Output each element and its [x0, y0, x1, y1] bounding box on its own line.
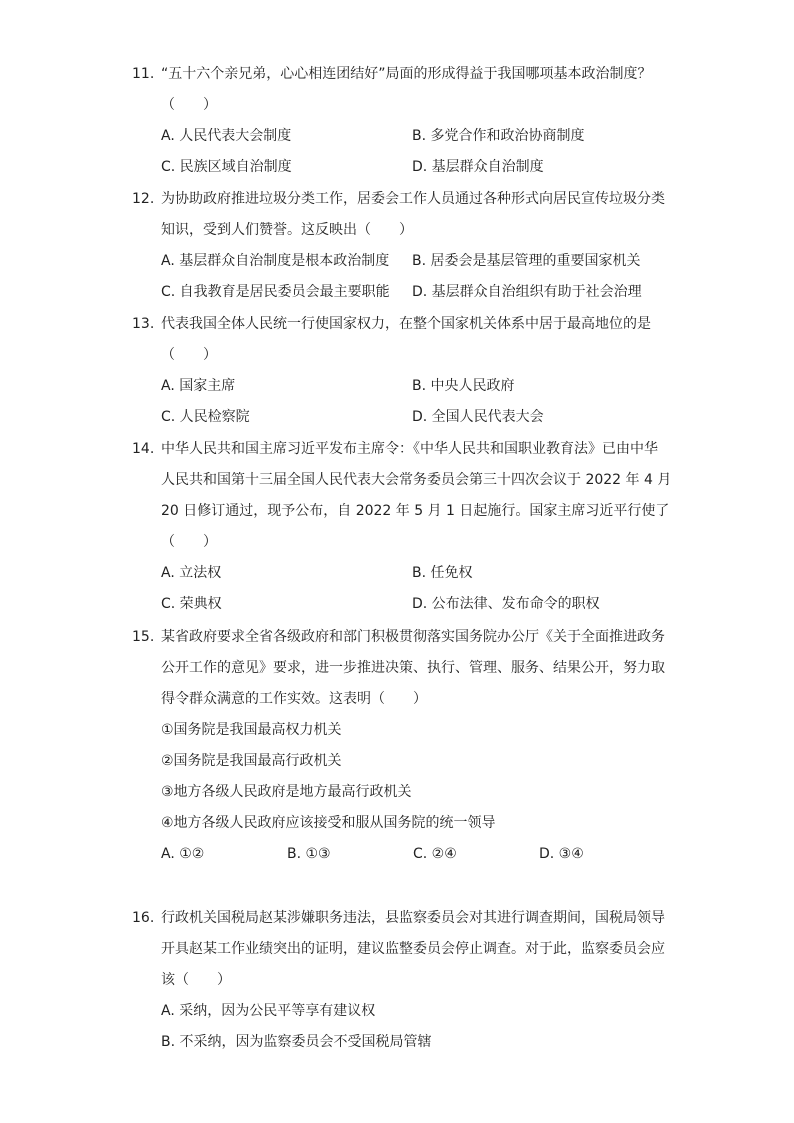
option-d: D. 公布法律、发布命令的职权 — [412, 596, 600, 612]
option-b: B. 中央人民政府 — [412, 378, 515, 394]
question-stem — [161, 622, 692, 839]
question-16 — [132, 903, 692, 1058]
option-row — [161, 246, 692, 277]
option-b: B. 居委会是基层管理的重要国家机关 — [412, 253, 641, 269]
option-b: B. 多党合作和政治协商制度 — [412, 128, 585, 144]
stem-line: 知识，受到人们赞誉。这反映出（ ） — [161, 222, 413, 238]
option-row — [161, 371, 692, 402]
question-15 — [132, 622, 692, 870]
question-stem — [161, 59, 692, 121]
question-number: 11. — [132, 66, 155, 82]
option-a: A. 立法权 — [161, 565, 222, 581]
stem-line: （ ） — [161, 97, 217, 113]
option-b: B. 任免权 — [412, 565, 473, 581]
stem-line: 得令群众满意的工作实效。这表明（ ） — [161, 691, 427, 707]
option-row — [161, 121, 692, 152]
question-number: 13. — [132, 316, 155, 332]
option-row — [161, 402, 692, 433]
question-stem — [161, 184, 692, 246]
option-a: A. ①② — [161, 846, 205, 862]
question-number: 14. — [132, 441, 155, 457]
question-12 — [132, 184, 692, 308]
stem-line: 公开工作的意见》要求，进一步推进决策、执行、管理、服务、结果公开，努力取 — [161, 660, 665, 676]
option-c: C. 自我教育是居民委员会最主要职能 — [161, 284, 390, 300]
statement-2: ②国务院是我国最高行政机关 — [161, 753, 342, 769]
option-d: D. 全国人民代表大会 — [412, 409, 544, 425]
option-a: A. 国家主席 — [161, 378, 236, 394]
question-13 — [132, 309, 692, 433]
question-number: 12. — [132, 191, 155, 207]
option-b: B. 不采纳，因为监察委员会不受国税局管辖 — [161, 1034, 432, 1050]
question-stem — [161, 434, 692, 558]
question-11 — [132, 59, 692, 183]
stem-line: 该（ ） — [161, 972, 231, 988]
option-a: A. 基层群众自治制度是根本政治制度 — [161, 253, 390, 269]
stem-line: 某省政府要求全省各级政府和部门积极贯彻落实国务院办公厅《关于全面推进政务 — [161, 629, 665, 645]
stem-line: 中华人民共和国主席习近平发布主席令：《中华人民共和国职业教育法》已由中华 — [161, 441, 658, 457]
option-a: A. 采纳，因为公民平等享有建议权 — [161, 1003, 376, 1019]
stem-line: “五十六个亲兄弟，心心相连团结好”局面的形成得益于我国哪项基本政治制度？ — [161, 66, 652, 82]
stem-line: 20 日修订通过，现予公布，自 2022 年 5 月 1 日起施行。国家主席习近平行使了 — [161, 503, 670, 519]
statement-3: ③地方各级人民政府是地方最高行政机关 — [161, 784, 412, 800]
option-c: C. 人民检察院 — [161, 409, 250, 425]
stem-line: 代表我国全体人民统一行使国家权力，在整个国家机关体系中居于最高地位的是 — [161, 316, 651, 332]
stem-line: （ ） — [161, 347, 217, 363]
question-stem — [161, 309, 692, 371]
question-14 — [132, 434, 692, 620]
option-d: D. ③④ — [539, 846, 584, 862]
stem-line: 人民共和国第十三届全国人民代表大会常务委员会第三十四次会议于 2022 年 4 月 — [161, 472, 672, 488]
option-row — [161, 152, 692, 183]
option-d: D. 基层群众自治组织有助于社会治理 — [412, 284, 642, 300]
stem-line: 为协助政府推进垃圾分类工作，居委会工作人员通过各种形式向居民宣传垃圾分类 — [161, 191, 665, 207]
option-row — [161, 277, 692, 308]
option-row — [161, 558, 692, 589]
option-c: C. ②④ — [413, 846, 457, 862]
option-c: C. 民族区域自治制度 — [161, 159, 292, 175]
option-a: A. 人民代表大会制度 — [161, 128, 292, 144]
stem-line: （ ） — [161, 534, 217, 550]
stem-line: 开具赵某工作业绩突出的证明，建议监整委员会停止调查。对于此，监察委员会应 — [161, 941, 665, 957]
statement-4: ④地方各级人民政府应该接受和服从国务院的统一领导 — [161, 815, 496, 831]
statement-1: ①国务院是我国最高权力机关 — [161, 722, 342, 738]
option-b: B. ①③ — [287, 846, 331, 862]
option-row — [161, 839, 692, 870]
question-stem — [161, 903, 692, 996]
option-d: D. 基层群众自治制度 — [412, 159, 544, 175]
option-c: C. 荣典权 — [161, 596, 222, 612]
question-number: 15. — [132, 629, 155, 645]
option-row — [161, 589, 692, 620]
question-number: 16. — [132, 910, 155, 926]
stem-line: 行政机关国税局赵某涉嫌职务违法，县监察委员会对其进行调查期间，国税局领导 — [161, 910, 665, 926]
